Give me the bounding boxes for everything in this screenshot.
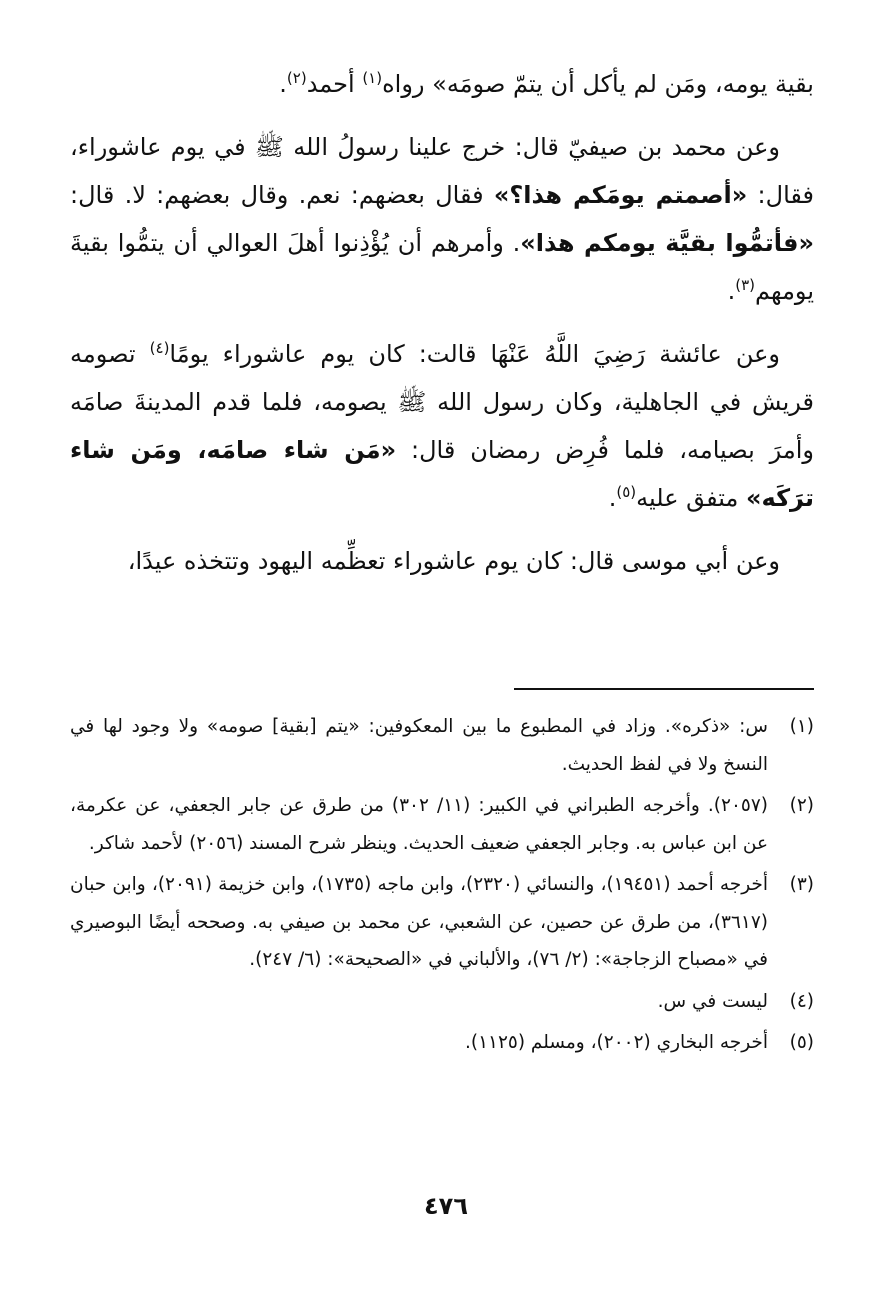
text-segment: وعن عائشة رَضِيَ اللَّهُ عَنْهَا قالت: كان يوم عاشوراء يومًا — [169, 340, 780, 368]
footnote-text: (٢٠٥٧). وأخرجه الطبراني في الكبير: (١١/ ٣٠٢) من طرق عن جابر الجعفي، عن عكرمة، عن ابن عباس به. وجابر الجعفي ضعيف الحديث. وينظر شرح المسند (٢٠٥٦) لأحمد شاكر. — [70, 795, 768, 854]
footnote — [70, 983, 814, 1021]
footnote — [70, 787, 814, 862]
footnote — [70, 1024, 814, 1062]
text-segment: . — [279, 70, 287, 98]
text-segment: أحمد — [306, 70, 363, 98]
footnotes — [70, 708, 814, 1066]
paragraph — [70, 123, 814, 315]
paragraph — [70, 537, 814, 585]
footnote-ref: (٤) — [149, 339, 170, 357]
footnote-ref: (٥) — [616, 483, 637, 501]
hadith-quote: «فأتمُّوا بقيَّة يومكم هذا» — [520, 229, 814, 257]
footnote-text: أخرجه البخاري (٢٠٠٢)، ومسلم (١١٢٥). — [464, 1032, 768, 1053]
paragraph — [70, 330, 814, 522]
hadith-quote: «مَن شاء صامَه، ومَن شاء ترَكَه» — [70, 436, 814, 512]
text-segment: . — [727, 277, 736, 305]
footnote-ref: (٣) — [735, 276, 756, 294]
footnote-ref: (٢) — [286, 69, 307, 87]
text-segment: متفق عليه — [636, 484, 747, 512]
footnote — [70, 866, 814, 979]
footnote-number: (١) — [789, 716, 814, 737]
footnote-number: (٤) — [789, 990, 814, 1012]
footnote-number: (٣) — [789, 874, 814, 895]
footnote-ref: (١) — [362, 69, 383, 87]
text-segment: وعن محمد بن صيفيّ قال: خرج علينا رسولُ الله ﷺ في يوم عاشوراء، فقال: — [70, 133, 815, 209]
footnote-number: (٢) — [789, 795, 814, 816]
text-segment: تصومه قريش في الجاهلية، وكان رسول الله ﷺ يصومه، فلما قدم المدينةَ صامَه وأمرَ بصيامه، فلما فُرِض رمضان قال: — [70, 340, 815, 464]
page-number: ٤٧٦ — [424, 1192, 468, 1220]
footnote-text: ليست في س. — [657, 990, 768, 1012]
footnote-text: س: «ذكره». وزاد في المطبوع ما بين المعكوفين: «يتم [بقية] صومه» ولا وجود لها في النسخ ولا في لفظ الحديث. — [70, 716, 768, 775]
text-segment: فقال بعضهم: نعم. وقال بعضهم: لا. قال: — [70, 181, 494, 209]
main-text — [70, 60, 814, 600]
text-segment: بقية يومه، ومَن لم يأكل أن يتمّ صومَه» رواه — [382, 70, 814, 98]
text-segment: . وأمرهم أن يُؤْذِنوا أهلَ العوالي أن يتمُّوا بقيةَ يومهم — [70, 229, 814, 305]
footnote-number: (٥) — [789, 1032, 814, 1053]
footnote — [70, 708, 814, 783]
footnote-separator — [514, 688, 814, 690]
text-segment: . — [608, 484, 617, 512]
hadith-quote: «أصمتم يومَكم هذا؟» — [493, 181, 748, 209]
paragraph — [70, 60, 814, 108]
text-segment: وعن أبي موسى قال: كان يوم عاشوراء تعظِّمه اليهود وتتخذه عيدًا، — [127, 547, 780, 575]
footnote-text: أخرجه أحمد (١٩٤٥١)، والنسائي (٢٣٢٠)، وابن ماجه (١٧٣٥)، وابن خزيمة (٢٠٩١)، وابن حبان (٣٦١٧)، من طرق عن حصين، عن الشعبي، عن محمد بن صيفي به. وصححه أيضًا البوصيري في «مصباح الزجاجة»: (٢/ ٧٦)، والألباني في «الصحيحة»: (٦/ ٢٤٧). — [70, 874, 768, 970]
